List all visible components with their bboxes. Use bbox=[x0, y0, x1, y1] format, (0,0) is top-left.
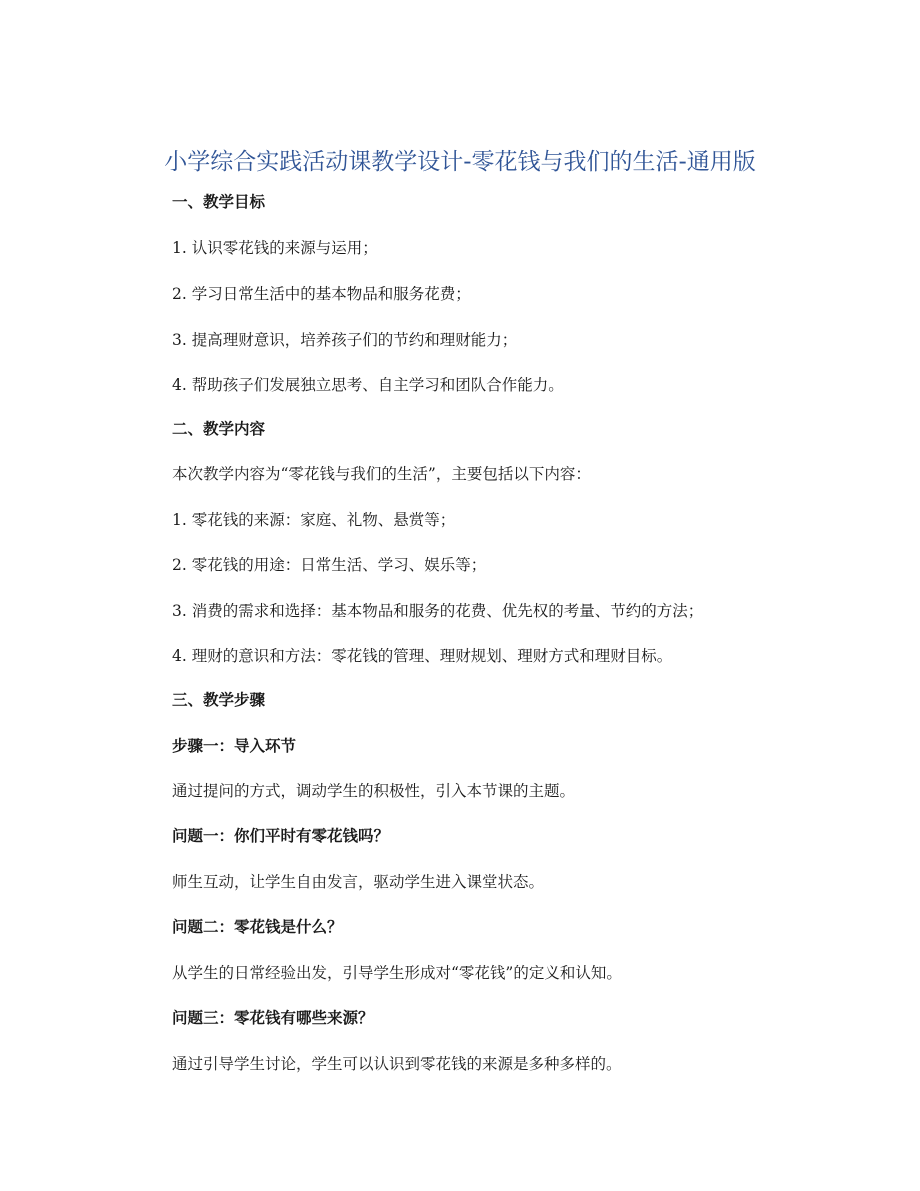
paragraph: 通过提问的方式，调动学生的积极性，引入本节课的主题。 bbox=[172, 782, 576, 800]
section-heading: 问题三：零花钱有哪些来源？ bbox=[172, 1009, 374, 1027]
paragraph: 3. 消费的需求和选择：基本物品和服务的花费、优先权的考量、节约的方法； bbox=[172, 602, 704, 620]
section-heading: 二、教学内容 bbox=[172, 420, 266, 438]
paragraph: 3. 提高理财意识，培养孩子们的节约和理财能力； bbox=[172, 331, 518, 349]
paragraph: 2. 零花钱的用途：日常生活、学习、娱乐等； bbox=[172, 556, 487, 574]
paragraph: 4. 帮助孩子们发展独立思考、自主学习和团队合作能力。 bbox=[172, 376, 564, 394]
section-heading: 问题二：零花钱是什么？ bbox=[172, 918, 343, 936]
paragraph: 1. 认识零花钱的来源与运用； bbox=[172, 239, 378, 257]
paragraph: 通过引导学生讨论，学生可以认识到零花钱的来源是多种多样的。 bbox=[172, 1055, 622, 1073]
paragraph: 2. 学习日常生活中的基本物品和服务花费； bbox=[172, 285, 471, 303]
section-heading: 三、教学步骤 bbox=[172, 691, 266, 709]
paragraph: 4. 理财的意识和方法：零花钱的管理、理财规划、理财方式和理财目标。 bbox=[172, 647, 673, 665]
paragraph: 师生互动，让学生自由发言，驱动学生进入课堂状态。 bbox=[172, 873, 545, 891]
document-title: 小学综合实践活动课教学设计-零花钱与我们的生活-通用版 bbox=[164, 149, 756, 175]
paragraph: 1. 零花钱的来源：家庭、礼物、悬赏等； bbox=[172, 511, 456, 529]
section-heading: 步骤一：导入环节 bbox=[172, 737, 297, 755]
section-heading: 问题一：你们平时有零花钱吗？ bbox=[172, 827, 390, 845]
section-heading: 一、教学目标 bbox=[172, 193, 266, 211]
paragraph: 本次教学内容为“零花钱与我们的生活”，主要包括以下内容： bbox=[172, 465, 591, 483]
paragraph: 从学生的日常经验出发，引导学生形成对“零花钱”的定义和认知。 bbox=[172, 964, 622, 982]
